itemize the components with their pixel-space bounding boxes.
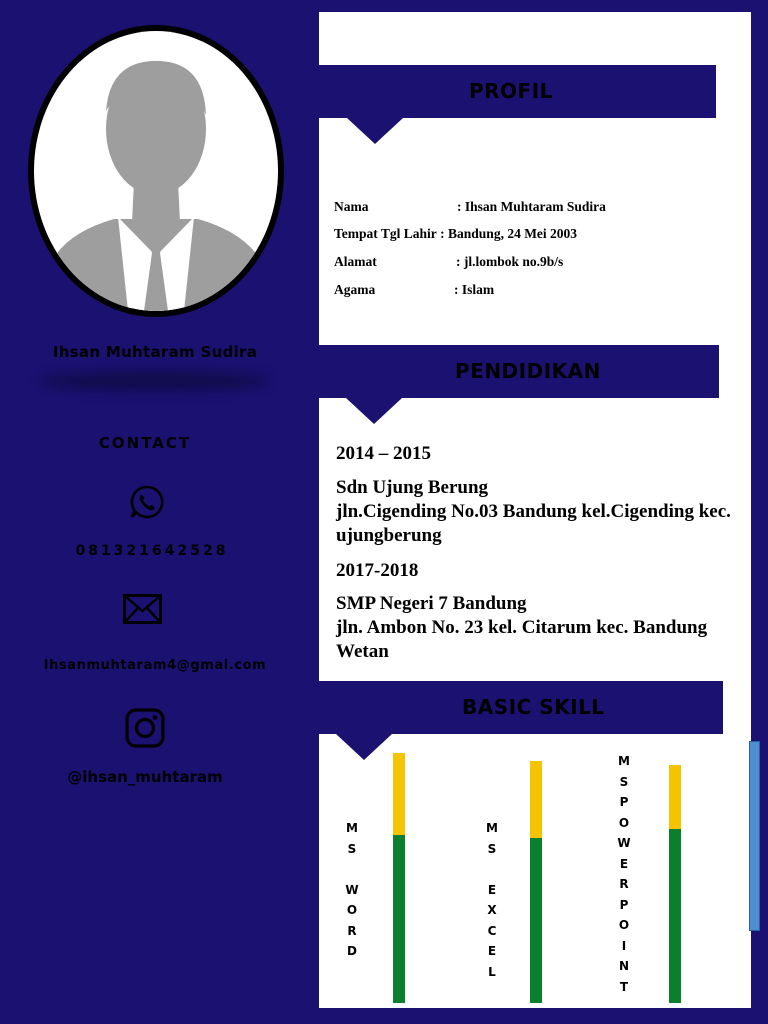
education-school: SMP Negeri 7 Bandung [336, 593, 527, 614]
candidate-name: Ihsan Muhtaram Sudira [52, 343, 258, 361]
profile-label: Nama [334, 199, 369, 214]
name-shadow [40, 372, 270, 390]
education-address: jln. Ambon No. 23 kel. Citarum kec. Bandung Wetan [336, 617, 708, 662]
skill-bar-remaining [530, 761, 542, 838]
profile-label: Agama [334, 282, 376, 297]
profile-value: : Islam [454, 282, 495, 297]
skill-bar-fill [530, 838, 542, 1003]
skill-label-ms-excel: M S E X C E L [486, 821, 498, 979]
profile-row-agama [334, 282, 494, 298]
education-years: 2014 – 2015 [336, 443, 431, 464]
profile-value: : Bandung, 24 Mei 2003 [440, 226, 578, 241]
profile-row-alamat [334, 254, 563, 270]
pendidikan-notch [346, 398, 402, 424]
basic-skill-notch [336, 734, 392, 760]
profile-row-nama [334, 199, 606, 215]
education-years: 2017-2018 [336, 560, 419, 581]
contact-heading: CONTACT [98, 434, 192, 452]
instagram-handle: @ihsan_muhtaram [67, 768, 223, 786]
profile-value: : Ihsan Muhtaram Sudira [457, 199, 606, 214]
whatsapp-icon [130, 485, 164, 519]
skill-bar-ms-powerpoint [669, 765, 681, 1003]
phone-number: 081321642528 [75, 543, 229, 559]
profile-row-ttl [334, 226, 577, 242]
skill-bar-fill [393, 835, 405, 1003]
profile-label: Alamat [334, 254, 377, 269]
basic-skill-banner [319, 681, 723, 734]
skill-bar-ms-word [393, 753, 405, 1003]
mail-icon [123, 594, 162, 624]
profile-value: : jl.lombok no.9b/s [456, 254, 564, 269]
education-address: jln.Cigending No.03 Bandung kel.Cigending kec. ujungberung [336, 501, 731, 546]
avatar-silhouette-icon [34, 31, 278, 311]
skill-bar-fill [669, 829, 681, 1003]
profil-notch [347, 118, 403, 144]
basic-skill-heading: BASIC SKILL [462, 695, 605, 719]
profil-banner [319, 65, 716, 118]
skill-label-ms-powerpoint: M S P O W E R P O I N T [617, 754, 631, 994]
skill-bar-ms-excel [530, 761, 542, 1003]
avatar [34, 31, 278, 311]
profil-heading: PROFIL [469, 79, 553, 103]
skill-label-ms-word: M S W O R D [345, 821, 359, 958]
pendidikan-banner [319, 345, 719, 398]
skill-bar-remaining [669, 765, 681, 829]
accent-bar [749, 741, 760, 931]
profile-label: Tempat Tgl Lahir [334, 226, 437, 241]
skill-bar-remaining [393, 753, 405, 835]
education-school: Sdn Ujung Berung [336, 477, 489, 498]
email-address: Ihsanmuhtaram4@gmai.com [43, 658, 267, 673]
instagram-icon [125, 708, 165, 748]
pendidikan-heading: PENDIDIKAN [455, 359, 601, 383]
